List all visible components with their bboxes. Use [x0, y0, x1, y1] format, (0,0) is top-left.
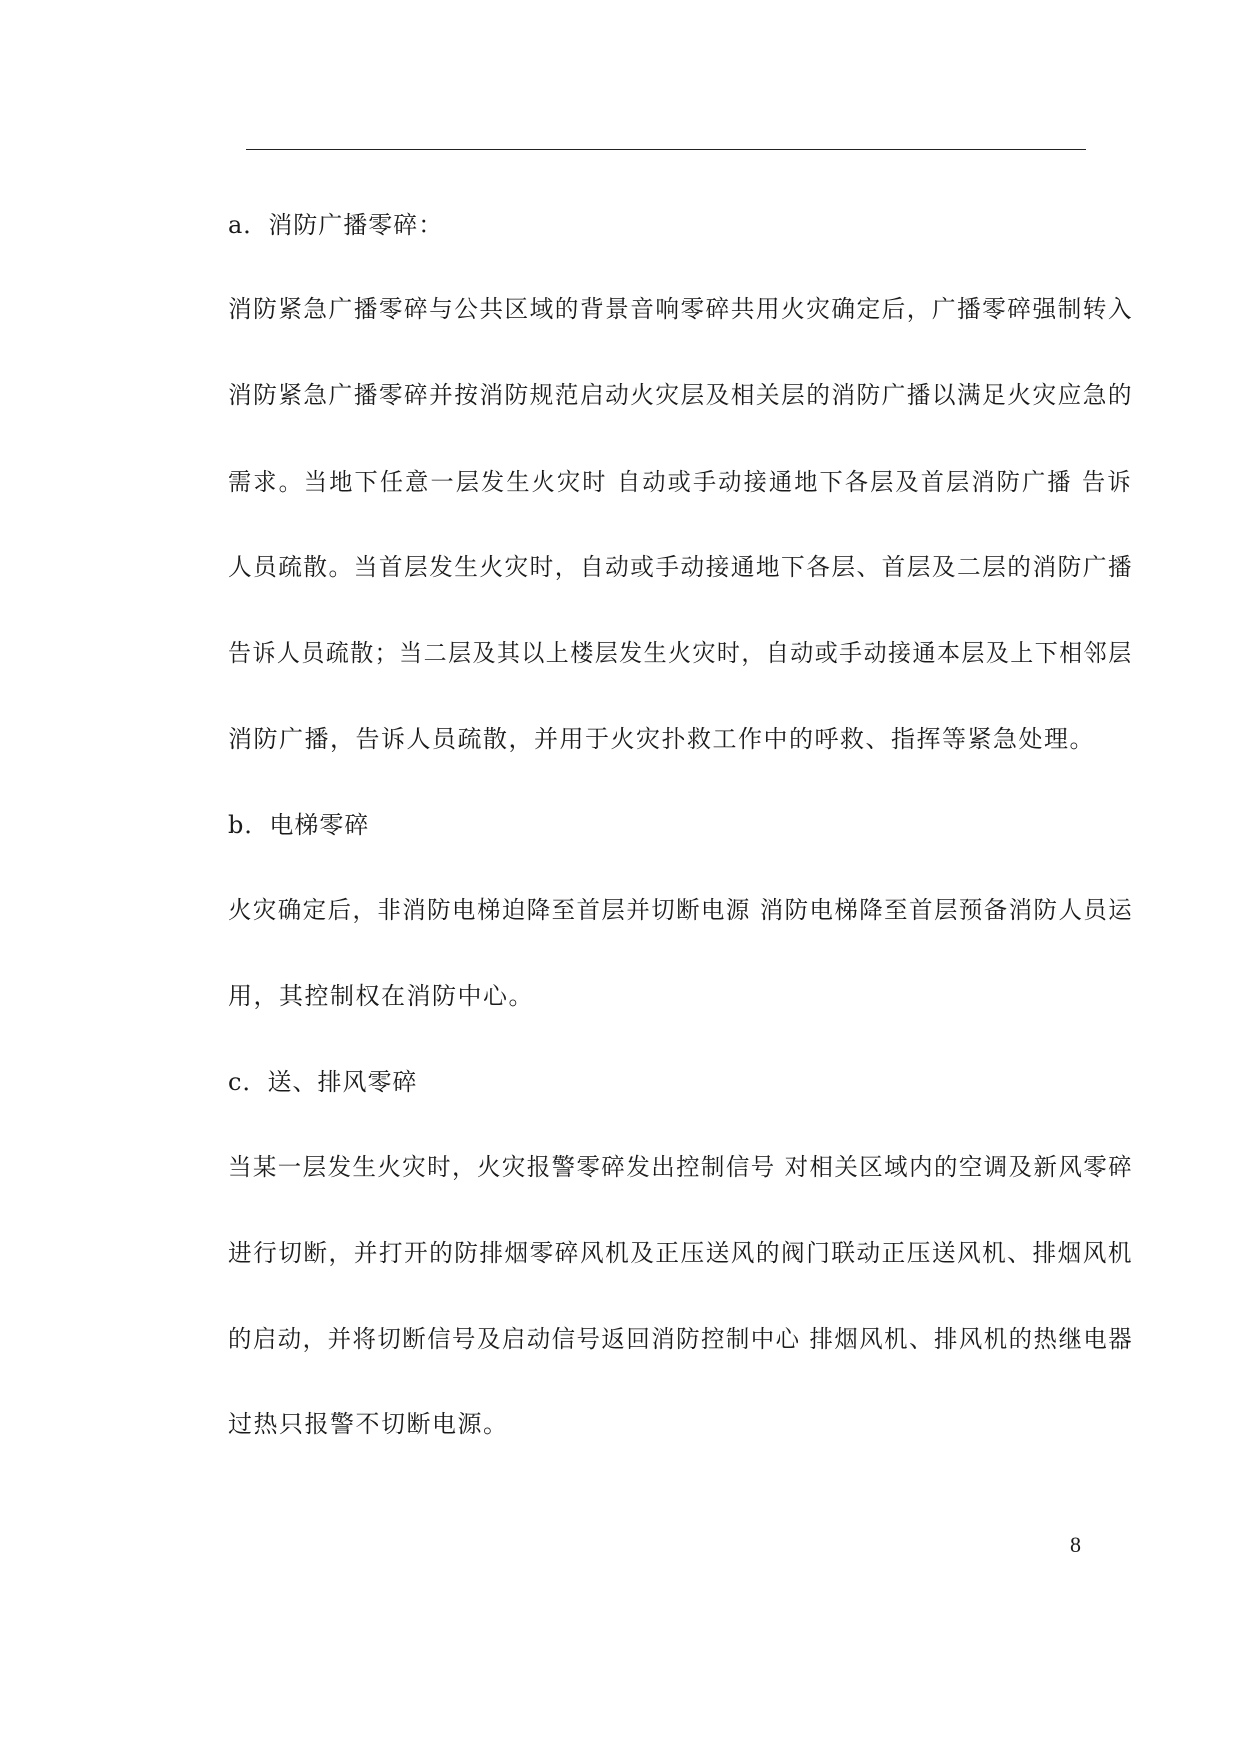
paragraph-line: 进行切断，并打开的防排烟零碎风机及正压送风的阀门联动正压送风机、排烟风机	[228, 1239, 1133, 1267]
page-number: 8	[1070, 1532, 1081, 1557]
paragraph-line: 当某一层发生火灾时，火灾报警零碎发出控制信号 对相关区域内的空调及新风零碎	[228, 1153, 1134, 1181]
paragraph-line: 告诉人员疏散；当二层及其以上楼层发生火灾时，自动或手动接通本层及上下相邻层	[228, 639, 1133, 667]
paragraph-line: 的启动，并将切断信号及启动信号返回消防控制中心 排烟风机、排风机的热继电器	[228, 1325, 1134, 1353]
paragraph-line: 消防紧急广播零碎与公共区域的背景音响零碎共用火灾确定后，广播零碎强制转入	[228, 295, 1133, 323]
paragraph-line: 过热只报警不切断电源。	[228, 1410, 509, 1438]
paragraph-line: 人员疏散。当首层发生火灾时，自动或手动接通地下各层、首层及二层的消防广播	[228, 553, 1133, 581]
paragraph-line: 需求。当地下任意一层发生火灾时 自动或手动接通地下各层及首层消防广播 告诉	[228, 468, 1133, 496]
paragraph-line: 消防广播，告诉人员疏散，并用于火灾扑救工作中的呼救、指挥等紧急处理。	[228, 725, 1095, 753]
paragraph-line: 用，其控制权在消防中心。	[228, 982, 534, 1010]
paragraph-line: 火灾确定后，非消防电梯迫降至首层并切断电源 消防电梯降至首层预备消防人员运	[228, 896, 1134, 924]
paragraph-line: 消防紧急广播零碎并按消防规范启动火灾层及相关层的消防广播以满足火灾应急的	[228, 381, 1133, 409]
section-heading-a: a．消防广播零碎：	[228, 211, 444, 239]
section-heading-b: b．电梯零碎	[228, 811, 370, 839]
header-rule	[246, 149, 1086, 150]
section-heading-c: c．送、排风零碎	[228, 1068, 418, 1096]
